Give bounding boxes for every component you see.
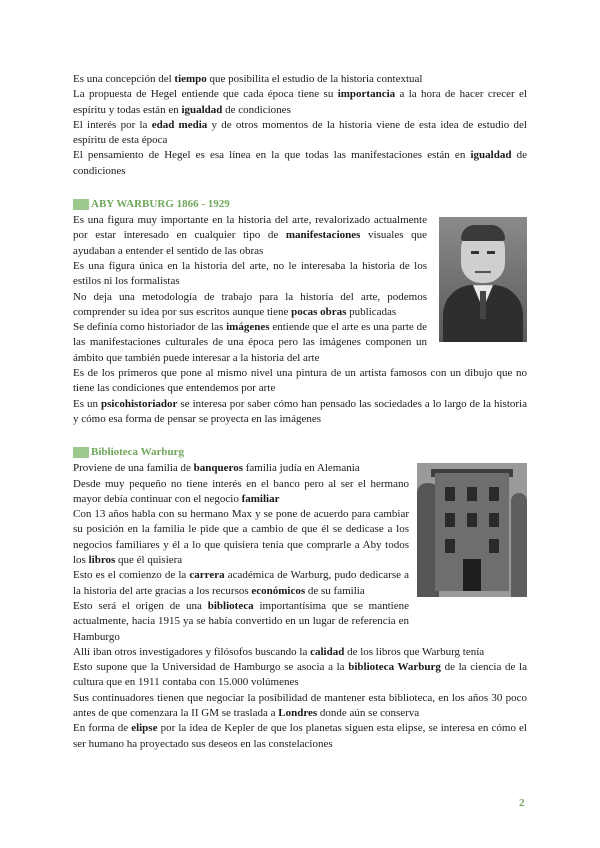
text-run: Esto supone que la Universidad de Hamburgo se asocia a la xyxy=(73,661,349,674)
paragraph xyxy=(73,691,527,722)
paragraph xyxy=(73,87,527,118)
paragraph xyxy=(73,568,409,599)
section-biblioteca xyxy=(73,461,527,645)
bold-term: libros xyxy=(88,554,116,567)
section-heading-biblioteca xyxy=(73,446,527,458)
text-run: de condiciones xyxy=(73,149,527,177)
text-run: de los libros que Warburg tenía xyxy=(344,645,485,658)
text-run: Es una figura muy importante en la historia del arte, revalorizado actualmente por estar interesado en cualquier tipo de xyxy=(73,214,427,242)
text-run: de condiciones xyxy=(222,103,291,116)
text-run: Allí iban otros investigadores y filósofos buscando la xyxy=(73,645,311,658)
text-run: Es una figura única en la historia del arte, no le interesaba la historia de los estilos ni los formalistas xyxy=(73,259,427,288)
section-aby-warburg-after xyxy=(73,366,527,427)
text-run: que posibilita el estudio de la historia contextual xyxy=(206,73,423,85)
paragraph xyxy=(73,477,409,508)
text-run: Proviene de una familia de xyxy=(73,462,194,475)
text-run: Desde muy pequeño no tiene interés en el banco pero al ser el hermano mayor debía continuar con el negocio xyxy=(73,477,409,505)
text-run: a la hora de hacer crecer el espíritu y todas están en xyxy=(73,88,527,116)
bold-term: igualdad xyxy=(181,103,223,116)
bold-term: manifestaciones xyxy=(285,229,361,242)
text-run: importantísima que se mantiene actualmente, hacia 1915 ya se había convertido en un lugar de referencia en Hamburgo xyxy=(73,599,409,643)
paragraph xyxy=(73,72,527,87)
text-run: El pensamiento de Hegel es esa línea en la que todas las manifestaciones están en xyxy=(73,149,471,162)
document-body xyxy=(73,72,527,752)
bold-term: Londres xyxy=(278,706,318,719)
paragraph xyxy=(73,213,427,259)
section-biblioteca-after xyxy=(73,645,527,752)
text-run: El interés por la xyxy=(73,118,152,131)
paragraph xyxy=(73,397,527,428)
bold-term: banqueros xyxy=(193,462,243,475)
paragraph xyxy=(73,366,527,397)
bold-term: biblioteca Warburg xyxy=(348,661,441,674)
text-run: No deja una metodología de trabajo para la historia del arte, podemos comprender su idea por sus escritos aunque tiene xyxy=(73,290,427,318)
text-run: Es un xyxy=(73,397,101,410)
paragraph xyxy=(73,599,409,645)
section-title: ABY WARBURG 1866 - 1929 xyxy=(91,198,230,211)
section-title: Biblioteca Warburg xyxy=(91,446,184,459)
text-run: entiende que el arte es una parte de las manifestaciones culturales de una época pero las imágenes componen un ámbito que también puede interesar a la historia del arte xyxy=(73,321,427,364)
section-aby-warburg xyxy=(73,213,527,366)
paragraph xyxy=(73,721,527,752)
text-run: La propuesta de Hegel entiende que cada época tiene su xyxy=(73,88,338,101)
paragraph xyxy=(73,148,527,179)
text-run: publicadas xyxy=(346,305,397,318)
bold-term: edad media xyxy=(151,118,208,131)
text-run: académica de Warburg, pudo dedicarse a la historia del arte gracias a los recursos xyxy=(73,569,409,597)
paragraph xyxy=(73,461,409,476)
bold-term: igualdad xyxy=(470,149,512,162)
text-run: Con 13 años habla con su hermano Max y se pone de acuerdo para cambiar su posición en la familia le pide que a cambio de que él se dedicase a los negocios familiares y él a lo que quisiera tenía que comprarle a Aby todos los xyxy=(73,508,409,567)
paragraph xyxy=(73,259,427,290)
text-run: que él quisiera xyxy=(115,554,183,567)
section-text xyxy=(73,461,409,645)
text-run: Esto es el comienzo de la xyxy=(73,569,190,582)
building-photo xyxy=(417,463,527,597)
bold-term: biblioteca xyxy=(207,599,254,612)
text-run: por la idea de Kepler de que los planetas siguen esta elipse, se interesa en cómo el ser humano ha proyectado sus deseos en las constelaciones xyxy=(73,722,527,750)
intro-paragraphs xyxy=(73,72,527,179)
page-number: 2 xyxy=(519,797,525,809)
text-run: Es de los primeros que pone al mismo nivel una pintura de un artista famosos con un dibujo que no tiene las condiciones que entendemos por arte xyxy=(73,367,527,395)
paragraph xyxy=(73,660,527,691)
heading-marker xyxy=(73,447,89,458)
text-run: y de otros momentos de la historia viene de esta idea de estudio del espíritu de esta época xyxy=(73,118,527,147)
paragraph xyxy=(73,645,527,660)
text-run: En forma de xyxy=(73,722,132,735)
section-heading-aby-warburg xyxy=(73,198,527,210)
text-run: de la ciencia de la cultura que en 1911 contaba con 15.000 volúmenes xyxy=(73,661,527,689)
bold-term: tiempo xyxy=(174,73,207,85)
paragraph xyxy=(73,290,427,321)
paragraph xyxy=(73,118,527,149)
bold-term: pocas obras xyxy=(291,305,347,318)
text-run: visuales que ayudaban a entender el sentido de las obras xyxy=(73,229,427,257)
bold-term: económicos xyxy=(251,584,306,597)
bold-term: elipse xyxy=(131,722,158,735)
text-run: Esto será el origen de una xyxy=(73,599,208,612)
text-run: se interesa por saber cómo han pensado las sociedades a lo largo de la historia y cómo esa forma de pensar se proyecta en las imágenes xyxy=(73,397,527,425)
bold-term: imágenes xyxy=(226,321,270,334)
section-text xyxy=(73,213,427,366)
bold-term: importancia xyxy=(337,88,396,101)
bold-term: carrera xyxy=(189,569,225,582)
text-run: Se definía como historiador de las xyxy=(73,321,227,334)
heading-marker xyxy=(73,199,89,210)
text-run: familia judía en Alemania xyxy=(242,462,360,475)
text-run: de su familia xyxy=(305,584,365,597)
paragraph xyxy=(73,320,427,366)
portrait-photo xyxy=(439,217,527,342)
text-run: donde aún se conserva xyxy=(317,706,420,719)
bold-term: psicohistoriador xyxy=(101,397,178,410)
bold-term: familiar xyxy=(241,492,280,505)
paragraph xyxy=(73,507,409,568)
text-run: Es una concepción del xyxy=(73,73,175,85)
bold-term: calidad xyxy=(310,645,345,658)
text-run: Sus continuadores tienen que negociar la posibilidad de mantener esta biblioteca, en los años 30 poco antes de que comenzara la II GM se traslada a xyxy=(73,691,527,719)
